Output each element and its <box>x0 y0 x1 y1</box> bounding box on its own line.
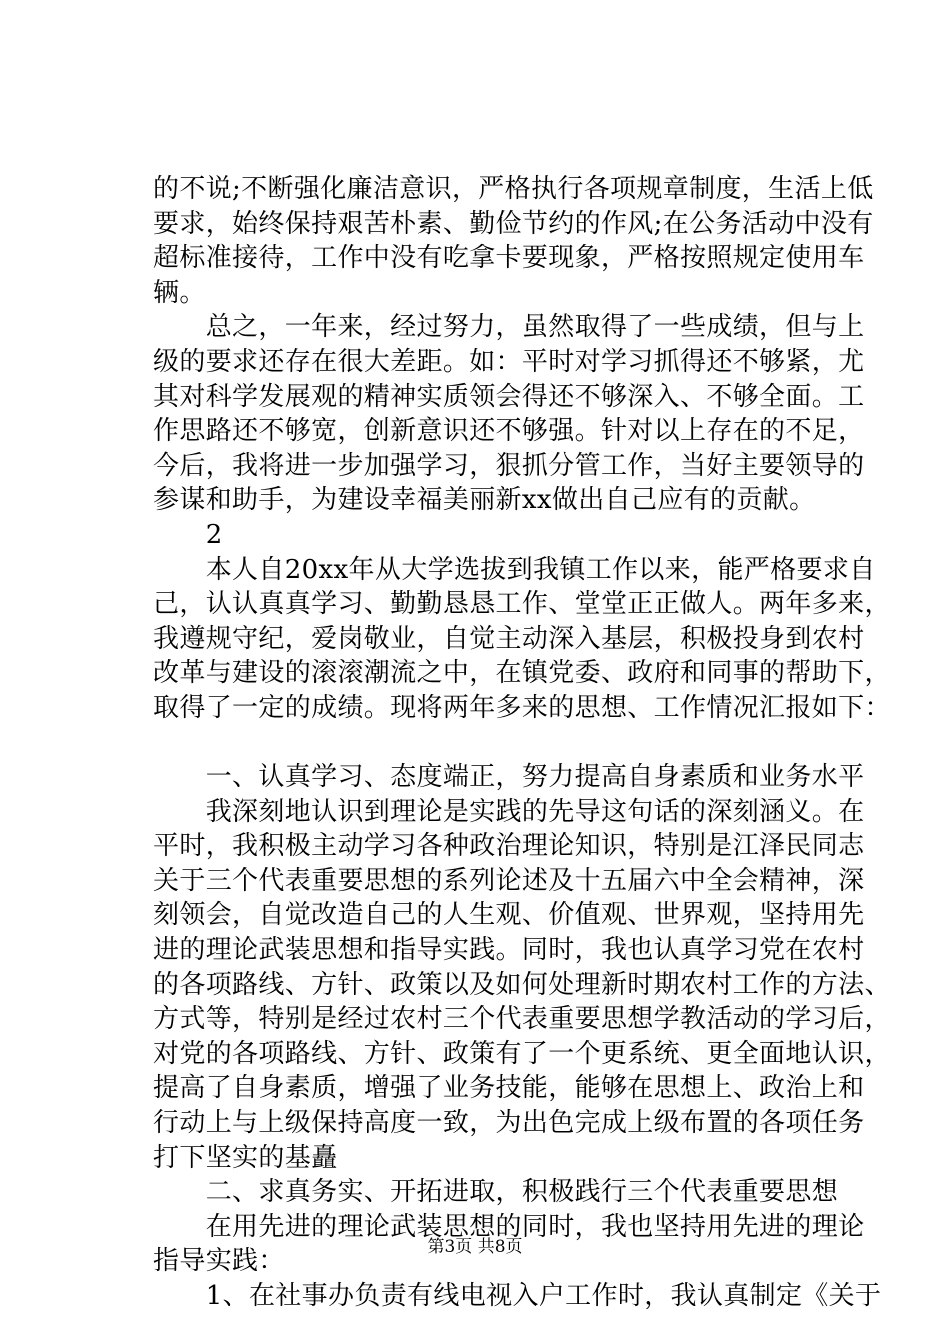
text-line: 作思路还不够宽，创新意识还不够强。针对以上存在的不足， <box>153 416 865 447</box>
section-number: 2 <box>153 519 223 550</box>
section-heading: 一、认真学习、态度端正，努力提高自身素质和业务水平 <box>153 762 865 793</box>
text-line: 超标准接待，工作中没有吃拿卡要现象，严格按照规定使用车 <box>153 243 865 274</box>
text-line: 本人自20xx年从大学选拔到我镇工作以来，能严格要求自 <box>153 554 876 585</box>
blank-line <box>153 726 843 761</box>
text-line: 今后，我将进一步加强学习，狠抓分管工作，当好主要领导的 <box>153 450 865 481</box>
text-line: 1、在社事办负责有线电视入户工作时，我认真制定《关于 <box>153 1281 882 1311</box>
text-line: 平时，我积极主动学习各种政治理论知识，特别是江泽民同志 <box>153 831 865 862</box>
text-line: 关于三个代表重要思想的系列论述及十五届六中全会精神，深 <box>153 865 865 896</box>
text-line: 改革与建设的滚滚潮流之中，在镇党委、政府和同事的帮助下， <box>153 658 891 689</box>
text-line: 的不说;不断强化廉洁意识，严格执行各项规章制度，生活上低 <box>153 174 874 204</box>
text-line: 指导实践： <box>153 1246 285 1277</box>
text-line: 总之，一年来，经过努力，虽然取得了一些成绩，但与上 <box>153 312 865 343</box>
text-line: 刻领会，自觉改造自己的人生观、价值观、世界观，坚持用先 <box>153 900 865 931</box>
text-line: 方式等，特别是经过农村三个代表重要思想学教活动的学习后， <box>153 1004 891 1035</box>
text-line: 在用先进的理论武装思想的同时，我也坚持用先进的理论 <box>153 1211 865 1242</box>
text-line: 进的理论武装思想和指导实践。同时，我也认真学习党在农村 <box>153 935 865 966</box>
text-line: 我遵规守纪，爱岗敬业，自觉主动深入基层，积极投身到农村 <box>153 623 865 654</box>
text-line: 打下坚实的基矗 <box>153 1142 338 1173</box>
text-line: 提高了自身素质，增强了业务技能，能够在思想上、政治上和 <box>153 1073 865 1104</box>
text-line: 要求，始终保持艰苦朴素、勤俭节约的作风;在公务活动中没有 <box>153 208 874 239</box>
text-line: 行动上与上级保持高度一致，为出色完成上级布置的各项任务 <box>153 1108 865 1139</box>
page-footer <box>0 1236 950 1258</box>
text-line: 的各项路线、方针、政策以及如何处理新时期农村工作的方法、 <box>153 969 891 1000</box>
text-line: 取得了一定的成绩。现将两年多来的思想、工作情况汇报如下： <box>153 692 891 723</box>
text-line: 己，认认真真学习、勤勤恳恳工作、堂堂正正做人。两年多来， <box>153 589 891 620</box>
text-line: 对党的各项路线、方针、政策有了一个更系统、更全面地认识， <box>153 1038 891 1069</box>
document-body <box>153 172 891 1314</box>
text-line: 其对科学发展观的精神实质领会得还不够深入、不够全面。工 <box>153 381 865 412</box>
section-heading: 二、求真务实、开拓进取，积极践行三个代表重要思想 <box>153 1177 839 1208</box>
text-line: 级的要求还存在很大差距。如：平时对学习抓得还不够紧，尤 <box>153 346 865 377</box>
page-number-label: 第3页 共8页 <box>427 1237 523 1257</box>
text-line: 辆。 <box>153 277 206 308</box>
text-line: 我深刻地认识到理论是实践的先导这句话的深刻涵义。在 <box>153 796 865 827</box>
text-line: 参谋和助手，为建设幸福美丽新xx做出自己应有的贡献。 <box>153 485 816 516</box>
